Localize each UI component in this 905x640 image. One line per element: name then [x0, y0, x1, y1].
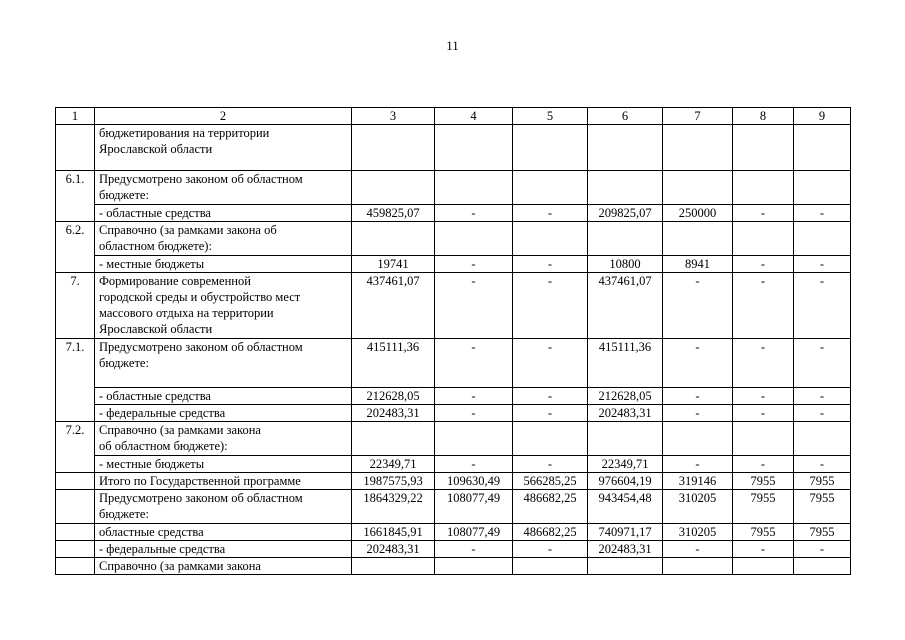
value-cell: - — [513, 339, 588, 388]
column-header: 8 — [733, 108, 794, 125]
table-row — [56, 256, 851, 273]
value-cell — [588, 222, 663, 256]
value-cell — [663, 422, 733, 456]
row-label: Предусмотрено законом об областном бюджете: — [95, 171, 352, 205]
value-cell: - — [663, 405, 733, 422]
row-label: областные средства — [95, 524, 352, 541]
value-cell: 1864329,22 — [352, 490, 435, 524]
value-cell: 108077,49 — [435, 524, 513, 541]
column-header: 4 — [435, 108, 513, 125]
value-cell: 740971,17 — [588, 524, 663, 541]
value-cell — [794, 558, 851, 575]
value-cell — [352, 422, 435, 456]
value-cell: - — [435, 205, 513, 222]
table-row — [56, 558, 851, 575]
value-cell: 566285,25 — [513, 473, 588, 490]
value-cell: 250000 — [663, 205, 733, 222]
value-cell — [733, 125, 794, 171]
value-cell: - — [733, 541, 794, 558]
value-cell: - — [663, 339, 733, 388]
value-cell: 202483,31 — [588, 541, 663, 558]
value-cell — [513, 422, 588, 456]
row-number — [56, 524, 95, 541]
value-cell: 202483,31 — [352, 541, 435, 558]
value-cell: 209825,07 — [588, 205, 663, 222]
column-header: 6 — [588, 108, 663, 125]
value-cell: 202483,31 — [588, 405, 663, 422]
value-cell — [663, 171, 733, 205]
value-cell — [794, 125, 851, 171]
value-cell: 22349,71 — [352, 456, 435, 473]
row-number — [56, 205, 95, 222]
value-cell: 8941 — [663, 256, 733, 273]
value-cell: - — [513, 541, 588, 558]
value-cell: 437461,07 — [352, 273, 435, 339]
row-number — [56, 473, 95, 490]
value-cell: - — [794, 273, 851, 339]
budget-table — [55, 107, 851, 575]
value-cell: - — [663, 541, 733, 558]
value-cell: 109630,49 — [435, 473, 513, 490]
value-cell — [513, 125, 588, 171]
column-header: 1 — [56, 108, 95, 125]
value-cell: - — [435, 405, 513, 422]
row-number — [56, 490, 95, 524]
value-cell — [588, 422, 663, 456]
row-number: 7. — [56, 273, 95, 339]
row-label: - областные средства — [95, 388, 352, 405]
value-cell: - — [794, 541, 851, 558]
value-cell — [435, 125, 513, 171]
row-number: 6.2. — [56, 222, 95, 256]
row-number: 7.1. — [56, 339, 95, 388]
column-header: 5 — [513, 108, 588, 125]
value-cell: - — [794, 339, 851, 388]
table-row — [56, 205, 851, 222]
row-number — [56, 558, 95, 575]
table-header-row — [56, 108, 851, 125]
row-label: Справочно (за рамками закона об областном бюджете): — [95, 422, 352, 456]
value-cell: 486682,25 — [513, 490, 588, 524]
value-cell: - — [513, 273, 588, 339]
value-cell: 943454,48 — [588, 490, 663, 524]
value-cell — [733, 558, 794, 575]
value-cell — [588, 125, 663, 171]
value-cell: 212628,05 — [588, 388, 663, 405]
value-cell: - — [733, 339, 794, 388]
value-cell — [663, 222, 733, 256]
value-cell: - — [733, 205, 794, 222]
value-cell — [733, 222, 794, 256]
value-cell: 7955 — [794, 473, 851, 490]
table-row — [56, 388, 851, 405]
value-cell — [352, 558, 435, 575]
row-number — [56, 125, 95, 171]
value-cell — [435, 558, 513, 575]
value-cell: - — [513, 205, 588, 222]
value-cell: - — [663, 273, 733, 339]
value-cell — [794, 222, 851, 256]
value-cell: - — [663, 456, 733, 473]
value-cell — [352, 171, 435, 205]
value-cell: 7955 — [794, 490, 851, 524]
row-label: - местные бюджеты — [95, 256, 352, 273]
value-cell: - — [513, 256, 588, 273]
value-cell: - — [435, 388, 513, 405]
table-row — [56, 273, 851, 339]
row-label: - федеральные средства — [95, 541, 352, 558]
value-cell: 7955 — [733, 524, 794, 541]
value-cell: - — [435, 256, 513, 273]
value-cell: - — [733, 256, 794, 273]
value-cell: 212628,05 — [352, 388, 435, 405]
column-header: 3 — [352, 108, 435, 125]
row-label: Предусмотрено законом об областном бюджете: — [95, 490, 352, 524]
value-cell — [352, 222, 435, 256]
row-number: 6.1. — [56, 171, 95, 205]
value-cell — [435, 422, 513, 456]
row-label: Итого по Государственной программе — [95, 473, 352, 490]
value-cell: 202483,31 — [352, 405, 435, 422]
value-cell: - — [794, 405, 851, 422]
value-cell — [733, 171, 794, 205]
row-label: - областные средства — [95, 205, 352, 222]
value-cell: 7955 — [733, 490, 794, 524]
column-header: 7 — [663, 108, 733, 125]
value-cell: 1661845,91 — [352, 524, 435, 541]
row-number — [56, 541, 95, 558]
value-cell: - — [513, 388, 588, 405]
value-cell — [513, 222, 588, 256]
value-cell — [435, 222, 513, 256]
value-cell — [352, 125, 435, 171]
value-cell — [733, 422, 794, 456]
value-cell: 1987575,93 — [352, 473, 435, 490]
row-label: Справочно (за рамками закона — [95, 558, 352, 575]
table-row — [56, 405, 851, 422]
row-label: бюджетирования на территории Ярославской области — [95, 125, 352, 171]
row-number — [56, 256, 95, 273]
value-cell: - — [733, 456, 794, 473]
value-cell: 7955 — [794, 524, 851, 541]
row-label: - местные бюджеты — [95, 456, 352, 473]
value-cell: - — [733, 405, 794, 422]
value-cell — [588, 171, 663, 205]
value-cell: 19741 — [352, 256, 435, 273]
table-row — [56, 456, 851, 473]
table-row — [56, 541, 851, 558]
value-cell: 310205 — [663, 524, 733, 541]
value-cell — [663, 125, 733, 171]
value-cell: - — [513, 405, 588, 422]
value-cell: 486682,25 — [513, 524, 588, 541]
value-cell: 437461,07 — [588, 273, 663, 339]
table-row — [56, 490, 851, 524]
value-cell: - — [663, 388, 733, 405]
value-cell — [513, 558, 588, 575]
table-row — [56, 473, 851, 490]
value-cell — [435, 171, 513, 205]
value-cell: - — [513, 456, 588, 473]
value-cell: - — [435, 273, 513, 339]
value-cell: - — [435, 541, 513, 558]
value-cell: 459825,07 — [352, 205, 435, 222]
row-number: 7.2. — [56, 422, 95, 456]
value-cell: 7955 — [733, 473, 794, 490]
row-number — [56, 405, 95, 422]
value-cell: 319146 — [663, 473, 733, 490]
table-row — [56, 422, 851, 456]
value-cell: 415111,36 — [588, 339, 663, 388]
value-cell: - — [794, 205, 851, 222]
row-label: Справочно (за рамками закона об областном бюджете): — [95, 222, 352, 256]
value-cell: - — [794, 456, 851, 473]
row-number — [56, 456, 95, 473]
value-cell — [588, 558, 663, 575]
table-row — [56, 222, 851, 256]
value-cell: 10800 — [588, 256, 663, 273]
value-cell: 22349,71 — [588, 456, 663, 473]
value-cell: - — [733, 388, 794, 405]
value-cell: - — [435, 339, 513, 388]
value-cell: - — [794, 388, 851, 405]
column-header: 9 — [794, 108, 851, 125]
value-cell — [794, 171, 851, 205]
value-cell — [663, 558, 733, 575]
value-cell: - — [435, 456, 513, 473]
table-row — [56, 171, 851, 205]
value-cell — [513, 171, 588, 205]
page-number: 11 — [446, 38, 459, 53]
value-cell: - — [794, 256, 851, 273]
value-cell: 108077,49 — [435, 490, 513, 524]
row-number — [56, 388, 95, 405]
row-label: Предусмотрено законом об областном бюджете: — [95, 339, 352, 388]
value-cell: 415111,36 — [352, 339, 435, 388]
value-cell: 976604,19 — [588, 473, 663, 490]
table-row — [56, 125, 851, 171]
row-label: Формирование современной городской среды и обустройство мест массового отдыха на территории Ярославской области — [95, 273, 352, 339]
row-label: - федеральные средства — [95, 405, 352, 422]
value-cell: 310205 — [663, 490, 733, 524]
value-cell — [794, 422, 851, 456]
value-cell: - — [733, 273, 794, 339]
column-header: 2 — [95, 108, 352, 125]
table-row — [56, 524, 851, 541]
table-row — [56, 339, 851, 388]
